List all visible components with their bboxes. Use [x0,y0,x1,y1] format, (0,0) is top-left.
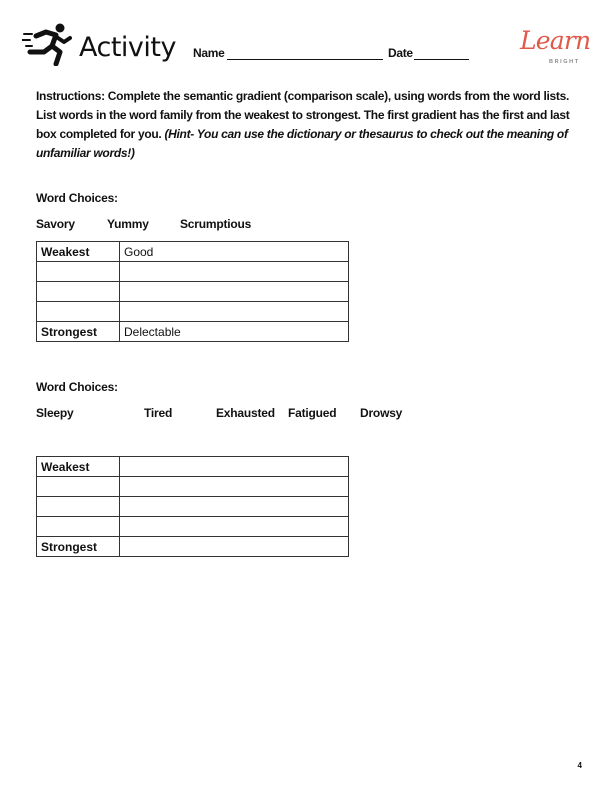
word-cell[interactable]: Good [120,242,349,262]
instructions-hint: (Hint- You can use the dictionary or thesaurus to check out the meaning of unfamiliar words!) [36,127,568,160]
rank-cell [37,477,120,497]
word-cell[interactable] [120,497,349,517]
gradient-table-2 [36,456,349,557]
rank-cell [37,497,120,517]
rank-cell [37,282,120,302]
table-row [37,517,349,537]
logo-subtext: BRIGHT [549,59,580,65]
date-field[interactable] [414,47,469,60]
table-row [37,537,349,557]
running-person-icon [22,22,72,66]
rank-cell [37,262,120,282]
instructions [36,87,581,163]
word-cell[interactable] [120,517,349,537]
table-row [37,282,349,302]
table-row [37,457,349,477]
name-field[interactable] [227,47,383,60]
word-cell[interactable]: Delectable [120,322,349,342]
section2-word: Fatigued [288,406,337,420]
gradient-table-1 [36,241,349,342]
rank-cell [37,517,120,537]
table-row [37,262,349,282]
word-cell[interactable] [120,457,349,477]
word-cell[interactable] [120,302,349,322]
section2-word: Drowsy [360,406,403,420]
table-row [37,302,349,322]
logo-text: Learn [520,26,591,55]
section2-word: Tired [144,406,173,420]
word-cell[interactable] [120,537,349,557]
table-row [37,477,349,497]
date-label: Date [388,46,413,60]
word-cell[interactable] [120,282,349,302]
word-cell[interactable] [120,262,349,282]
rank-cell: Weakest [37,242,120,262]
section1-word: Savory [36,217,75,231]
section1-word-choices-label: Word Choices: [36,191,118,205]
rank-cell: Weakest [37,457,120,477]
instructions-text: Instructions: Complete the semantic gradient (comparison scale), using words from the word lists. List words in the word family from the weakest to strongest. The first gradient has the first and last box completed for you. [36,89,570,141]
table-row [37,242,349,262]
section1-word: Yummy [107,217,149,231]
page-title: Activity [79,32,176,63]
table-row [37,497,349,517]
name-label: Name [193,46,225,60]
table-row [37,322,349,342]
word-cell[interactable] [120,477,349,497]
learn-bright-logo [520,26,590,70]
section2-word: Exhausted [216,406,275,420]
section2-word-choices-label: Word Choices: [36,380,118,394]
rank-cell: Strongest [37,322,120,342]
rank-cell [37,302,120,322]
rank-cell: Strongest [37,537,120,557]
section1-word: Scrumptious [180,217,252,231]
page-number: 4 [577,761,582,770]
section2-word: Sleepy [36,406,74,420]
